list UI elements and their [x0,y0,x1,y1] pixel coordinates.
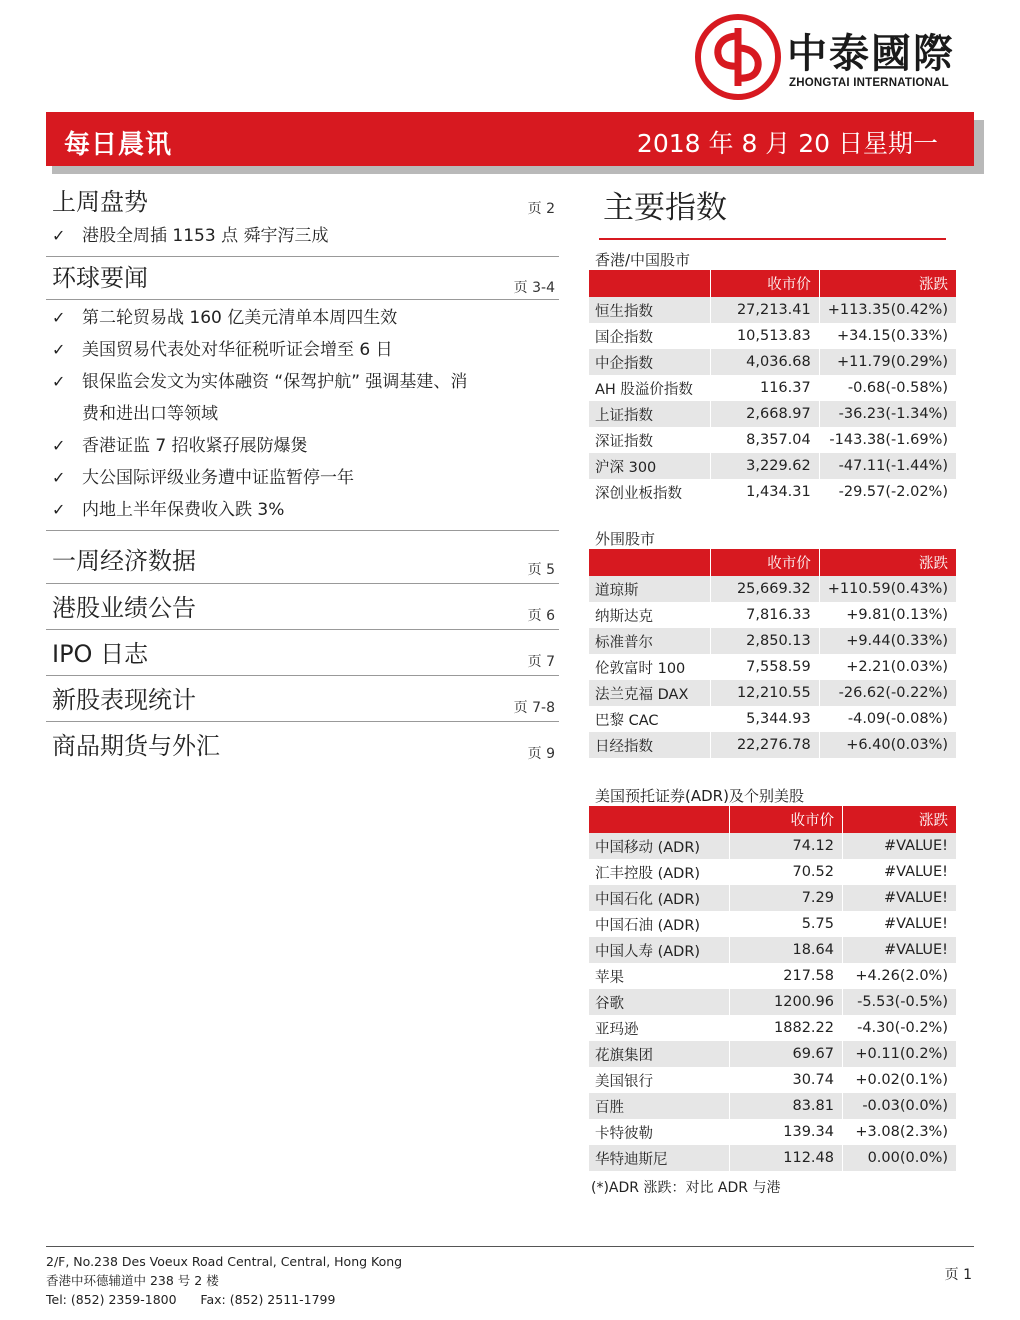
toc-section-page: 页 5 [527,562,555,578]
index-name: 道琼斯 [589,576,711,602]
index-name: 中国移动 (ADR) [589,833,730,859]
close-price: 12,210.55 [711,680,820,706]
close-price: 5,344.93 [711,706,820,732]
toc-item[interactable]: ✓ 香港证监 7 招收紧孖展防爆煲 [52,430,559,462]
close-price: 8,357.04 [711,427,820,453]
major-indices [589,186,956,1197]
change-value: #VALUE! [843,885,957,911]
close-price: 112.48 [730,1145,843,1171]
toc-section-page: 页 6 [527,608,555,624]
header-close: 收市价 [711,549,820,576]
table-row [589,859,956,885]
toc-section [46,676,559,722]
index-name: 苹果 [595,969,624,986]
change-value: +110.59(0.43%) [819,576,956,602]
table-row [589,297,956,323]
change-value: +2.21(0.03%) [819,654,956,680]
index-name: AH 股溢价指数 [595,381,693,398]
index-name: 美国银行 [595,1073,653,1090]
index-name: 法兰克福 DAX [589,680,711,706]
table-row [589,479,956,505]
close-price: 139.34 [730,1119,843,1145]
close-price: 70.52 [730,859,843,885]
change-value: -26.62(-0.22%) [819,680,956,706]
check-icon: ✓ [52,436,66,455]
close-price: 27,213.41 [711,297,820,323]
close-price: 30.74 [730,1067,843,1093]
footer-divider [46,1246,974,1247]
toc-section [46,630,559,676]
toc-section-page: 页 9 [527,746,555,762]
index-name: 标准普尔 [589,628,711,654]
check-icon: ✓ [52,226,66,245]
close-price: 25,669.32 [711,576,820,602]
toc-section-title[interactable]: 环球要闻 [52,264,148,292]
close-price: 22,276.78 [711,732,820,758]
toc-section-page: 页 7-8 [513,700,555,716]
close-price: 2,850.13 [711,628,820,654]
table-row [589,885,956,911]
title-underline [599,238,946,240]
report-date: 2018 年 8 月 20 日星期一 [636,129,938,158]
change-value: +4.26(2.0%) [843,963,957,989]
change-value: -29.57(-2.02%) [819,479,956,505]
zhongtai-logo-icon [695,14,781,100]
change-value: +11.79(0.29%) [819,349,956,375]
change-value: -5.53(-0.5%) [843,989,957,1015]
change-value: #VALUE! [843,911,957,937]
table-row [589,602,956,628]
close-price: 4,036.68 [711,349,820,375]
table-row [589,989,956,1015]
toc-section [46,531,559,584]
table-row [589,1145,956,1171]
toc-section-title[interactable]: 港股业绩公告 [52,594,196,622]
toc-item[interactable]: ✓ 银保监会发文为实体融资 “保驾护航” 强调基建、消费和进出口等领域 [52,366,559,430]
index-name: 华特迪斯尼 [589,1145,730,1171]
change-value: #VALUE! [843,937,957,963]
change-value: #VALUE! [843,833,957,859]
index-name: 日经指数 [589,732,711,758]
close-price: 69.67 [730,1041,843,1067]
group-title: 香港/中国股市 [595,251,691,269]
change-value: -0.68(-0.58%) [819,375,956,401]
close-price: 7,558.59 [711,654,820,680]
change-value: +3.08(2.3%) [843,1119,957,1145]
header-close: 收市价 [711,270,820,297]
index-name: 花旗集团 [589,1041,730,1067]
close-price: 116.37 [711,375,820,401]
check-icon: ✓ [52,372,66,391]
index-name: 亚玛逊 [595,1021,639,1038]
index-name: 中国石油 (ADR) [595,917,701,934]
change-value: -4.30(-0.2%) [843,1015,957,1041]
change-value: -4.09(-0.08%) [819,706,956,732]
address-cn: 香港中环德辅道中 238 号 2 楼 [46,1273,219,1288]
table-row [589,375,956,401]
header-change: 涨跌 [843,806,957,833]
close-price: 18.64 [730,937,843,963]
overseas-table [589,549,956,758]
table-row [589,1015,956,1041]
header-change: 涨跌 [819,549,956,576]
toc-section-title[interactable]: 一周经济数据 [52,547,196,575]
table-row [589,680,956,706]
header-blank [589,549,711,576]
header-blank [589,270,711,297]
check-icon: ✓ [52,308,66,327]
change-value: +6.40(0.03%) [819,732,956,758]
index-name: 纳斯达克 [595,608,653,625]
change-value: 0.00(0.0%) [843,1145,957,1171]
index-name: 卡特彼勒 [595,1125,653,1142]
index-name: 深证指数 [595,433,653,450]
change-value: +9.81(0.13%) [819,602,956,628]
index-name: 谷歌 [589,989,730,1015]
close-price: 10,513.83 [711,323,820,349]
table-row [589,963,956,989]
table-row [589,1041,956,1067]
address-en: 2/F, No.238 Des Voeux Road Central, Central, Hong Kong [46,1254,403,1269]
close-price: 5.75 [730,911,843,937]
close-price: 1200.96 [730,989,843,1015]
index-name: 沪深 300 [589,453,711,479]
group-title: 美国预托证券(ADR)及个别美股 [595,787,804,805]
table-row [589,576,956,602]
table-row [589,911,956,937]
index-name: 伦敦富时 100 [595,660,686,677]
report-title: 每日晨讯 [64,130,173,160]
toc-item[interactable]: ✓ 内地上半年保费收入跌 3% [52,494,559,526]
hk-china-table [589,270,956,505]
close-price: 74.12 [730,833,843,859]
logo-name-cn: 中泰國際 [787,31,955,77]
logo-name-en: ZHONGTAI INTERNATIONAL [789,77,949,89]
table-row [589,401,956,427]
toc-item[interactable]: ✓ 大公国际评级业务遭中证监暂停一年 [52,462,559,494]
close-price: 217.58 [730,963,843,989]
contact-info: Tel: (852) 2359-1800 Fax: (852) 2511-1799 [46,1292,336,1307]
change-value: +34.15(0.33%) [819,323,956,349]
table-row [589,628,956,654]
index-name: 恒生指数 [589,297,711,323]
close-price: 2,668.97 [711,401,820,427]
change-value: -143.38(-1.69%) [819,427,956,453]
toc-section [46,722,559,767]
index-name: 百胜 [589,1093,730,1119]
toc-section [46,257,559,531]
toc-section-page: 页 3-4 [513,280,555,296]
table-row [589,349,956,375]
table-row [589,1067,956,1093]
index-name: 国企指数 [595,329,653,346]
change-value: +0.02(0.1%) [843,1067,957,1093]
table-row [589,323,956,349]
page-number: 页 1 [944,1267,972,1283]
index-name: 中国人寿 (ADR) [589,937,730,963]
toc-section-title[interactable]: 上周盘势 [52,188,148,216]
table-row [589,833,956,859]
table-row [589,1093,956,1119]
change-value: #VALUE! [843,859,957,885]
header-blank [589,806,730,833]
index-name: 中企指数 [589,349,711,375]
change-value: -0.03(0.0%) [843,1093,957,1119]
company-logo [695,14,960,104]
footer-address [46,1252,402,1309]
close-price: 7,816.33 [711,602,820,628]
table-row [589,732,956,758]
change-value: -47.11(-1.44%) [819,453,956,479]
indices-title: 主要指数 [603,190,727,226]
change-value: +0.11(0.2%) [843,1041,957,1067]
table-row [589,706,956,732]
change-value: -36.23(-1.34%) [819,401,956,427]
toc-section-title[interactable]: 新股表现统计 [52,686,196,714]
title-banner [46,112,974,166]
table-row [589,427,956,453]
table-row [589,654,956,680]
toc-section-page: 页 2 [527,201,555,217]
close-price: 7.29 [730,885,843,911]
index-name: 深创业板指数 [595,485,682,502]
check-icon: ✓ [52,468,66,487]
toc-section-title[interactable]: IPO 日志 [52,640,149,668]
toc-section-page: 页 7 [527,654,555,670]
adr-table [589,806,956,1171]
toc-section [46,184,559,257]
toc-item[interactable]: ✓ 港股全周插 1153 点 舜宇泻三成 [52,220,559,252]
index-name: 上证指数 [589,401,711,427]
close-price: 83.81 [730,1093,843,1119]
change-value: +9.44(0.33%) [819,628,956,654]
header-close: 收市价 [730,806,843,833]
index-name: 巴黎 CAC [595,712,659,729]
group-title: 外围股市 [595,530,656,548]
table-row [589,937,956,963]
toc-section-title[interactable]: 商品期货与外汇 [52,732,220,760]
toc-item[interactable]: ✓ 第二轮贸易战 160 亿美元清单本周四生效 [52,302,559,334]
change-value: +113.35(0.42%) [819,297,956,323]
toc-item[interactable]: ✓ 美国贸易代表处对华征税听证会增至 6 日 [52,334,559,366]
index-name: 汇丰控股 (ADR) [595,865,701,882]
table-row [589,453,956,479]
check-icon: ✓ [52,500,66,519]
close-price: 3,229.62 [711,453,820,479]
toc-section [46,584,559,630]
adr-note: (*)ADR 涨跌：对比 ADR 与港 [591,1180,781,1196]
check-icon: ✓ [52,340,66,359]
close-price: 1,434.31 [711,479,820,505]
table-row [589,1119,956,1145]
table-of-contents [46,184,559,767]
header-change: 涨跌 [819,270,956,297]
index-name: 中国石化 (ADR) [589,885,730,911]
close-price: 1882.22 [730,1015,843,1041]
